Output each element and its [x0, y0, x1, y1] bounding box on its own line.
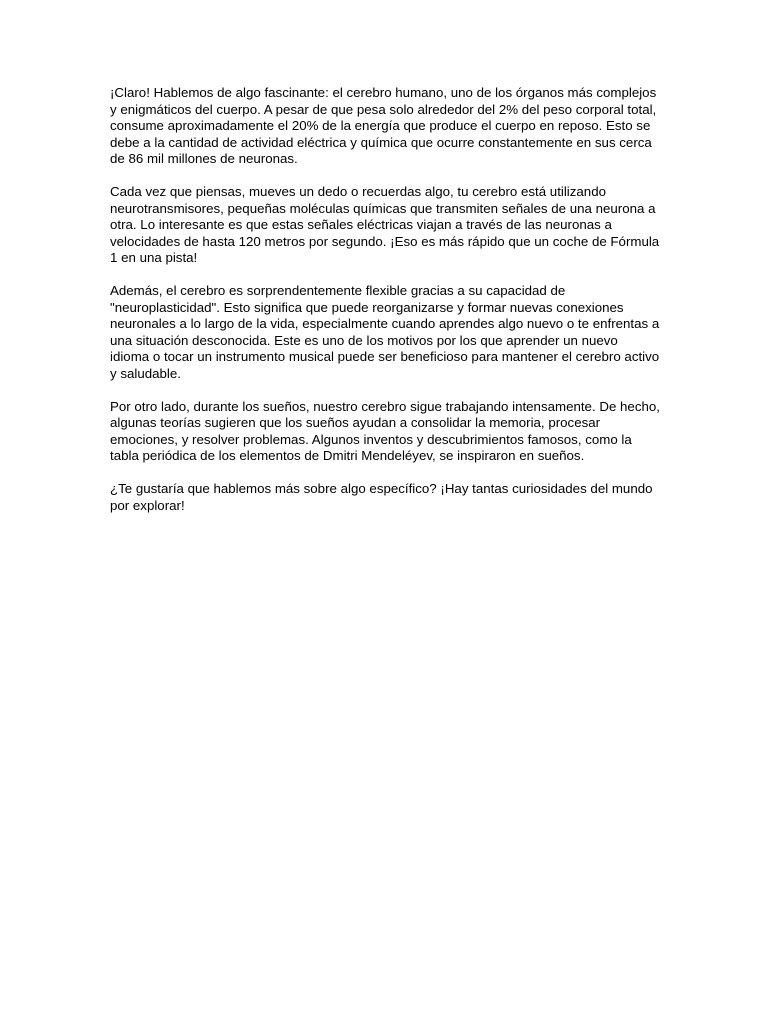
- paragraph-5: ¿Te gustaría que hablemos más sobre algo específico? ¡Hay tantas curiosidades del mundo por explorar!: [110, 481, 653, 513]
- paragraph-1: ¡Claro! Hablemos de algo fascinante: el cerebro humano, uno de los órganos más complejos y enigmáticos del cuerpo. A pesar de que pesa solo alrededor del 2% del peso corporal total, consume aproximadamente el 20% de la energía que produce el cuerpo en reposo. Esto se debe a la cantidad de actividad eléctrica y química que ocurre constantemente en sus cerca de 86 mil millones de neuronas.: [110, 85, 657, 166]
- paragraph-2: Cada vez que piensas, mueves un dedo o recuerdas algo, tu cerebro está utilizando neurotransmisores, pequeñas moléculas químicas que transmiten señales de una neurona a otra. Lo interesante es que estas señales eléctricas viajan a través de las neuronas a velocidades de hasta 120 metros por segundo. ¡Eso es más rápido que un coche de Fórmula 1 en una pista!: [110, 184, 660, 265]
- document-body: [110, 85, 660, 531]
- paragraph-4: Por otro lado, durante los sueños, nuestro cerebro sigue trabajando intensamente. De hecho, algunas teorías sugieren que los sueños ayudan a consolidar la memoria, procesar emociones, y resolver problemas. Algunos inventos y descubrimientos famosos, como la tabla periódica de los elementos de Dmitri Mendeléyev, se inspiraron en sueños.: [110, 398, 660, 463]
- paragraph-3: Además, el cerebro es sorprendentemente flexible gracias a su capacidad de "neuroplasticidad". Esto significa que puede reorganizarse y formar nuevas conexiones neuronales a lo largo de la vida, especialmente cuando aprendes algo nuevo o te enfrentas a una situación desconocida. Este es uno de los motivos por los que aprender un nuevo idioma o tocar un instrumento musical puede ser beneficioso para mantener el cerebro activo y saludable.: [110, 283, 660, 381]
